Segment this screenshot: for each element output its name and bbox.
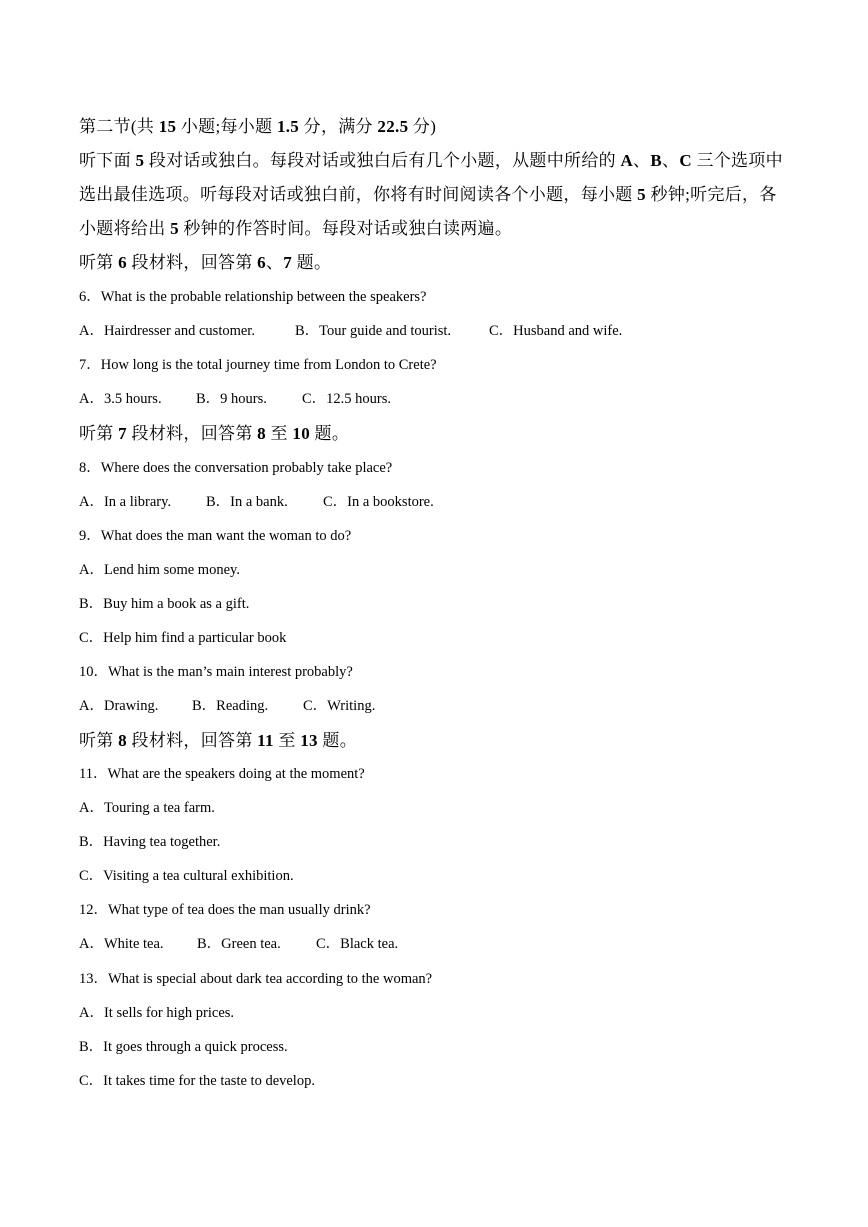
option-c: C．Writing. [303,698,376,714]
option-c: C．In a bookstore. [323,494,434,510]
option-a: A．Drawing. [79,698,159,714]
question-stem: 7．How long is the total journey time from London to Crete? [79,357,437,373]
option-b: B．9 hours. [196,391,267,407]
option-b: B．Buy him a book as a gift. [79,596,250,612]
option-c: C．Visiting a tea cultural exhibition. [79,868,294,884]
question-options [79,932,398,953]
instruction-line: 选出最佳选项。听每段对话或独白前，你将有时间阅读各个小题，每小题 5 秒钟;听完后，各 [79,185,777,204]
option-c: C．Help him find a particular book [79,630,287,646]
option-b: B．In a bank. [206,494,288,510]
question-options [79,319,622,340]
option-a: A．Hairdresser and customer. [79,323,255,339]
question-options [79,387,391,408]
group-header: 听第 8 段材料，回答第 11 至 13 题。 [79,731,358,750]
option-c: C．Black tea. [316,936,399,952]
instruction-line: 听下面 5 段对话或独白。每段对话或独白后有几个小题，从题中所给的 A、B、C 三个选项中 [79,151,783,170]
option-c: C．Husband and wife. [489,323,623,339]
question-options [79,694,375,715]
option-c: C．12.5 hours. [302,391,392,407]
section-heading: 第二节(共 15 小题;每小题 1.5 分，满分 22.5 分) [79,117,437,136]
option-a: A．Touring a tea farm. [79,800,215,816]
group-header: 听第 7 段材料，回答第 8 至 10 题。 [79,424,350,443]
option-b: B．Reading. [192,698,269,714]
option-a: A．In a library. [79,494,172,510]
option-c: C．It takes time for the taste to develop. [79,1073,315,1089]
question-stem: 13．What is special about dark tea according to the woman? [79,971,433,987]
group-header: 听第 6 段材料，回答第 6、7 题。 [79,253,332,272]
option-a: A．Lend him some money. [79,562,240,578]
option-b: B．Having tea together. [79,834,221,850]
instruction-line: 小题将给出 5 秒钟的作答时间。每段对话或独白读两遍。 [79,219,513,238]
question-stem: 11．What are the speakers doing at the moment? [79,766,365,782]
option-a: A．3.5 hours. [79,391,162,407]
option-a: A．It sells for high prices. [79,1005,235,1021]
option-a: A．White tea. [79,936,164,952]
question-options [79,490,434,511]
question-stem: 10．What is the man’s main interest probably? [79,664,353,680]
question-stem: 12．What type of tea does the man usually drink? [79,902,371,918]
option-b: B．It goes through a quick process. [79,1039,288,1055]
question-stem: 6．What is the probable relationship between the speakers? [79,289,427,305]
option-b: B．Tour guide and tourist. [295,323,452,339]
question-stem: 8．Where does the conversation probably take place? [79,460,393,476]
question-stem: 9．What does the man want the woman to do? [79,528,352,544]
option-b: B．Green tea. [197,936,281,952]
